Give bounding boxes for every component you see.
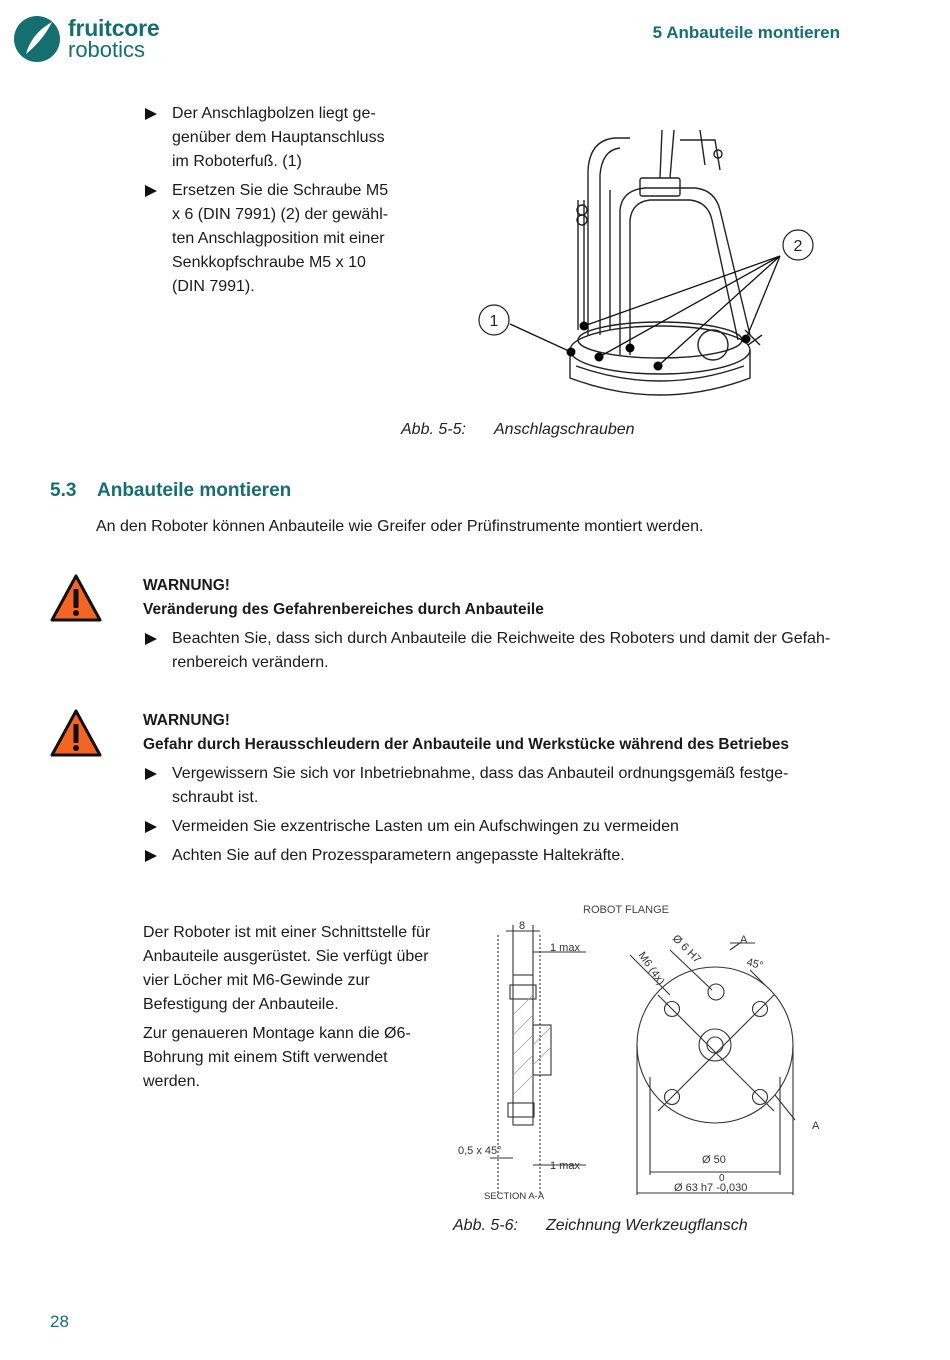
dim-1max-top: 1 max xyxy=(550,942,580,954)
warning-icon xyxy=(50,573,102,623)
callout-leaders xyxy=(510,256,780,366)
dim-chamfer: 0,5 x 45° xyxy=(458,1145,502,1157)
list-item: Achten Sie auf den Prozessparametern angepasste Haltekräfte. xyxy=(143,844,843,868)
caption-text: Anschlagschrauben xyxy=(494,421,635,438)
caption-text: Zeichnung Werkzeugflansch xyxy=(546,1217,748,1234)
flange-paragraph-1: Der Roboter ist mit einer Schnittstelle für Anbauteile ausgerüstet. Sie verfügt über vier Löcher mit M6-Gewinde zur Befestigung der Anbauteile. xyxy=(143,924,431,1013)
warning-block-2 xyxy=(143,709,843,873)
top-bullet-list xyxy=(143,102,393,304)
dim-m6: M6 (4x) xyxy=(635,949,667,988)
dim-45: 45° xyxy=(745,956,765,973)
logo-text-robotics: robotics xyxy=(68,37,146,62)
list-item: Vermeiden Sie exzentrische Lasten um ein Aufschwingen zu vermeiden xyxy=(143,815,843,839)
logo-text-fruitcore: fruitcore xyxy=(68,15,160,41)
drawing-title: ROBOT FLANGE xyxy=(583,904,669,916)
list-item: Vergewissern Sie sich vor Inbetriebnahme, dass das Anbauteil ordnungsgemäß festge-schraubt ist. xyxy=(143,762,843,810)
warning-title: Veränderung des Gefahrenbereiches durch Anbauteile xyxy=(143,601,544,618)
section-hatching xyxy=(513,995,551,1095)
section-title: Anbauteile montieren xyxy=(97,480,292,501)
list-item: Beachten Sie, dass sich durch Anbauteile die Reichweite des Roboters und damit der Gefah-renbereich verändern. xyxy=(143,627,843,675)
warning-2-bullets xyxy=(143,762,843,868)
figure-5-5-caption xyxy=(401,421,635,439)
tool-flange-drawing xyxy=(450,895,840,1210)
dim-8: 8 xyxy=(519,920,526,932)
dim-d63: Ø 63 h7 -0,030 xyxy=(674,1182,748,1194)
dim-1max-bottom: 1 max xyxy=(550,1160,580,1172)
dim-a-top: A xyxy=(740,934,748,946)
list-item: Der Anschlagbolzen liegt ge-genüber dem Hauptanschluss im Roboterfuß. (1) xyxy=(143,102,393,174)
dim-a-bottom: A xyxy=(812,1120,820,1132)
warning-block-1 xyxy=(143,574,843,680)
page-number: 28 xyxy=(50,1312,69,1331)
callout-1 xyxy=(479,305,509,335)
caption-label: Abb. 5-5: xyxy=(401,421,466,438)
dim-d6h7: Ø 6 H7 xyxy=(669,932,704,966)
flange-description xyxy=(143,921,443,1094)
logo-icon xyxy=(12,14,62,64)
warning-label: WARNUNG! xyxy=(143,577,230,594)
robot-base-drawing xyxy=(470,130,830,415)
warning-label: WARNUNG! xyxy=(143,712,230,729)
callout-2 xyxy=(783,230,813,260)
dim-d50: Ø 50 xyxy=(702,1154,726,1166)
callout-2-label: 2 xyxy=(793,238,803,255)
warning-title: Gefahr durch Herausschleudern der Anbauteile und Werkstücke während des Betriebes xyxy=(143,736,790,753)
section-label: SECTION A-A xyxy=(484,1191,545,1202)
section-intro: An den Roboter können Anbauteile wie Greifer oder Prüfinstrumente montiert werden. xyxy=(96,518,704,535)
warning-1-bullets xyxy=(143,627,843,675)
warning-icon xyxy=(50,708,102,758)
caption-label: Abb. 5-6: xyxy=(453,1217,518,1234)
list-item: Ersetzen Sie die Schraube M5 x 6 (DIN 7991) (2) der gewähl-ten Anschlagposition mit einer Senkkopfschraube M5 x 10 (DIN 7991). xyxy=(143,179,393,299)
chapter-title: 5 Anbauteile montieren xyxy=(652,23,840,42)
section-number: 5.3 xyxy=(50,480,77,501)
callout-1-label: 1 xyxy=(489,313,499,330)
dim-tol-upper: 0 xyxy=(719,1173,725,1184)
figure-5-6-caption xyxy=(453,1217,748,1235)
flange-paragraph-2: Zur genaueren Montage kann die Ø6-Bohrung mit einem Stift verwendet werden. xyxy=(143,1025,411,1090)
section-heading xyxy=(50,480,291,502)
